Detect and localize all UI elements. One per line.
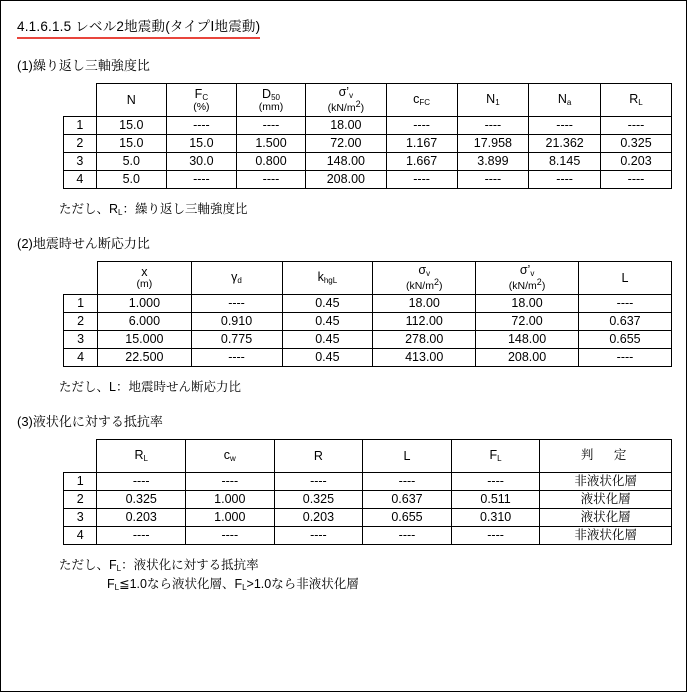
header-n1-symbol: $N_1$ <box>486 92 500 108</box>
header-cell-fc: $F_C$ (%) <box>166 84 236 117</box>
page-title: 4.1.6.1.5 レベル2地震動(タイプⅠ地震動) <box>17 15 260 39</box>
cell-r: 0.325 <box>274 491 363 509</box>
cell-sigma-v-eff: 72.00 <box>306 135 387 153</box>
row-index: 3 <box>64 509 97 527</box>
table-row <box>64 509 672 527</box>
cell-na: ---- <box>529 171 601 189</box>
table-row <box>64 117 672 135</box>
cell-gamma-d: ---- <box>191 349 282 367</box>
row-index: 1 <box>64 473 97 491</box>
header-rl-symbol: $R_L$ <box>629 92 643 108</box>
table-header-row <box>64 84 672 117</box>
cell-na: ---- <box>529 117 601 135</box>
header-fc-symbol: $F_C$ <box>194 86 209 102</box>
row-index: 2 <box>64 135 97 153</box>
cell-fc: ---- <box>166 171 236 189</box>
cell-r: 0.203 <box>274 509 363 527</box>
cell-sigma-v-eff: 208.00 <box>476 349 579 367</box>
table-row <box>64 171 672 189</box>
header-cell-x: x (m) <box>98 262 191 295</box>
cell-l: 0.655 <box>578 331 671 349</box>
header-sigma-symbol: $\sigma’_v$ <box>338 85 354 101</box>
cell-d50: ---- <box>236 171 305 189</box>
header-cell-l: L <box>578 262 671 295</box>
cell-gamma-d: 0.910 <box>191 313 282 331</box>
cell-khgl: 0.45 <box>282 331 373 349</box>
table-row <box>64 349 672 367</box>
header-cell-l: L <box>363 440 452 473</box>
cell-x: 6.000 <box>98 313 191 331</box>
note-text-1: ただし、$R_L$：繰り返し三軸強度比 <box>59 202 248 217</box>
section-note-2: ただし、L：地震時せん断応力比 <box>59 380 241 394</box>
header-cfc-symbol: $c_{FC}$ <box>413 92 431 108</box>
section-heading-1: (1)繰り返し三軸強度比 <box>17 58 150 73</box>
table-row <box>64 313 672 331</box>
cell-cfc: ---- <box>386 117 457 135</box>
cell-fl: 0.511 <box>451 491 540 509</box>
cell-n: 15.0 <box>96 117 166 135</box>
table-seismic-shear-stress-ratio <box>63 261 672 367</box>
table-header-row <box>64 440 672 473</box>
cell-rl: 0.325 <box>601 135 672 153</box>
header-cell-r: R <box>274 440 363 473</box>
header-cell-na <box>529 84 601 117</box>
cell-cw: 1.000 <box>186 491 275 509</box>
cell-d50: 1.500 <box>236 135 305 153</box>
cell-fl: 0.310 <box>451 509 540 527</box>
section-note-3 <box>59 555 672 573</box>
header-cell-n1 <box>457 84 529 117</box>
row-index: 4 <box>64 171 97 189</box>
table-row <box>64 153 672 171</box>
row-index: 1 <box>64 295 98 313</box>
cell-l: ---- <box>363 473 452 491</box>
header-gamma-symbol: $\gamma_d$ <box>231 270 242 286</box>
cell-sigma-v: 278.00 <box>373 331 476 349</box>
cell-sigma-v: 112.00 <box>373 313 476 331</box>
cell-r: ---- <box>274 473 363 491</box>
cell-rl: 0.325 <box>97 491 186 509</box>
header-cell-gamma-d <box>191 262 282 295</box>
section-heading-3: (3)液状化に対する抵抗率 <box>17 414 163 429</box>
cell-r: ---- <box>274 527 363 545</box>
table-row <box>64 473 672 491</box>
cell-n: 5.0 <box>96 153 166 171</box>
cell-rl: ---- <box>601 117 672 135</box>
cell-gamma-d: ---- <box>191 295 282 313</box>
cell-n: 15.0 <box>96 135 166 153</box>
table-header <box>64 440 672 473</box>
table-row <box>64 135 672 153</box>
table-row <box>64 295 672 313</box>
table-row <box>64 527 672 545</box>
cell-judgement: 液状化層 <box>540 509 672 527</box>
header-khgl-symbol: $k_{hgL}$ <box>317 270 338 286</box>
cell-judgement: 非液状化層 <box>540 473 672 491</box>
header-cell-judgement: 判 定 <box>540 440 672 473</box>
cell-fc: 15.0 <box>166 135 236 153</box>
cell-khgl: 0.45 <box>282 313 373 331</box>
section-heading-2: (2)地震時せん断応力比 <box>17 236 150 251</box>
header-cw-symbol: $c_w$ <box>223 448 236 464</box>
row-index: 1 <box>64 117 97 135</box>
cell-sigma-v: 413.00 <box>373 349 476 367</box>
cell-gamma-d: 0.775 <box>191 331 282 349</box>
header-sigma-unit: (kN/m2) <box>327 99 365 115</box>
cell-sigma-v-eff: 72.00 <box>476 313 579 331</box>
header-cell-rl <box>601 84 672 117</box>
table-header-row <box>64 262 672 295</box>
table-header <box>64 84 672 117</box>
header-cell-cw <box>186 440 275 473</box>
table-body <box>64 473 672 545</box>
cell-cfc: 1.667 <box>386 153 457 171</box>
cell-na: 21.362 <box>529 135 601 153</box>
row-index: 4 <box>64 527 97 545</box>
row-index: 4 <box>64 349 98 367</box>
cell-sigma-v-eff: 208.00 <box>306 171 387 189</box>
header-cell-khgl <box>282 262 373 295</box>
cell-l: 0.637 <box>578 313 671 331</box>
row-index: 2 <box>64 491 97 509</box>
cell-l: 0.655 <box>363 509 452 527</box>
note-text-3: ただし、$F_L$：液状化に対する抵抗率 <box>59 558 259 573</box>
header-cell-corner <box>64 84 97 117</box>
cell-cfc: ---- <box>386 171 457 189</box>
header-cell-sigma-v-eff <box>476 262 579 295</box>
cell-cw: 1.000 <box>186 509 275 527</box>
header-cell-d50: $D_{50}$ (mm) <box>236 84 305 117</box>
cell-fl: ---- <box>451 527 540 545</box>
header-cell-cfc <box>386 84 457 117</box>
header-cell-corner <box>64 440 97 473</box>
table-body <box>64 295 672 367</box>
header-d50-symbol: $D_{50}$ <box>262 86 280 102</box>
header-sigma-v-unit: (kN/m2) <box>405 277 443 293</box>
header-cell-rl <box>97 440 186 473</box>
header-sigma-v-eff-symbol: $\sigma’_v$ <box>519 263 535 279</box>
cell-x: 15.000 <box>98 331 191 349</box>
cell-rl: ---- <box>97 527 186 545</box>
cell-sigma-v: 18.00 <box>373 295 476 313</box>
cell-fl: ---- <box>451 473 540 491</box>
cell-x: 1.000 <box>98 295 191 313</box>
header-cell-sigma-v <box>373 262 476 295</box>
cell-fc: ---- <box>166 117 236 135</box>
cell-rl: ---- <box>601 171 672 189</box>
row-index: 3 <box>64 153 97 171</box>
header-fl-symbol: $F_L$ <box>489 448 502 464</box>
cell-cw: ---- <box>186 473 275 491</box>
header-cell-sigma-v-eff <box>306 84 387 117</box>
header-na-symbol: $N_a$ <box>557 92 572 108</box>
cell-l: 0.637 <box>363 491 452 509</box>
row-index: 3 <box>64 331 98 349</box>
table-header <box>64 262 672 295</box>
cell-sigma-v-eff: 18.00 <box>476 295 579 313</box>
cell-judgement: 液状化層 <box>540 491 672 509</box>
table-cyclic-triaxial-strength-ratio <box>63 83 672 189</box>
table-row <box>64 331 672 349</box>
cell-sigma-v-eff: 148.00 <box>476 331 579 349</box>
cell-d50: 0.800 <box>236 153 305 171</box>
header-cell-fl <box>451 440 540 473</box>
cell-sigma-v-eff: 148.00 <box>306 153 387 171</box>
cell-n: 5.0 <box>96 171 166 189</box>
cell-fc: 30.0 <box>166 153 236 171</box>
cell-na: 8.145 <box>529 153 601 171</box>
cell-khgl: 0.45 <box>282 349 373 367</box>
cell-n1: ---- <box>457 171 529 189</box>
header-cell-corner <box>64 262 98 295</box>
cell-khgl: 0.45 <box>282 295 373 313</box>
note-text-3-cont: $F_L≦1.0$なら液状化層、$F_L>1.0$なら非液状化層 <box>107 577 359 592</box>
row-index: 2 <box>64 313 98 331</box>
cell-rl: 0.203 <box>601 153 672 171</box>
header-sigma-v-eff-unit: (kN/m2) <box>508 277 546 293</box>
cell-d50: ---- <box>236 117 305 135</box>
cell-rl: 0.203 <box>97 509 186 527</box>
section-note-3-continued <box>107 574 672 592</box>
cell-n1: 3.899 <box>457 153 529 171</box>
header-cell-n: N <box>96 84 166 117</box>
cell-n1: 17.958 <box>457 135 529 153</box>
cell-l: ---- <box>363 527 452 545</box>
table-liquefaction-resistance-factor <box>63 439 672 545</box>
cell-judgement: 非液状化層 <box>540 527 672 545</box>
cell-sigma-v-eff: 18.00 <box>306 117 387 135</box>
cell-l: ---- <box>578 295 671 313</box>
header-rl-symbol: $R_L$ <box>134 448 148 464</box>
cell-rl: ---- <box>97 473 186 491</box>
section-note-1 <box>59 199 672 217</box>
cell-cw: ---- <box>186 527 275 545</box>
document-body <box>1 1 686 592</box>
cell-cfc: 1.167 <box>386 135 457 153</box>
header-sigma-v-symbol: $\sigma_v$ <box>418 263 431 279</box>
cell-l: ---- <box>578 349 671 367</box>
table-body <box>64 117 672 189</box>
cell-x: 22.500 <box>98 349 191 367</box>
table-row <box>64 491 672 509</box>
cell-n1: ---- <box>457 117 529 135</box>
